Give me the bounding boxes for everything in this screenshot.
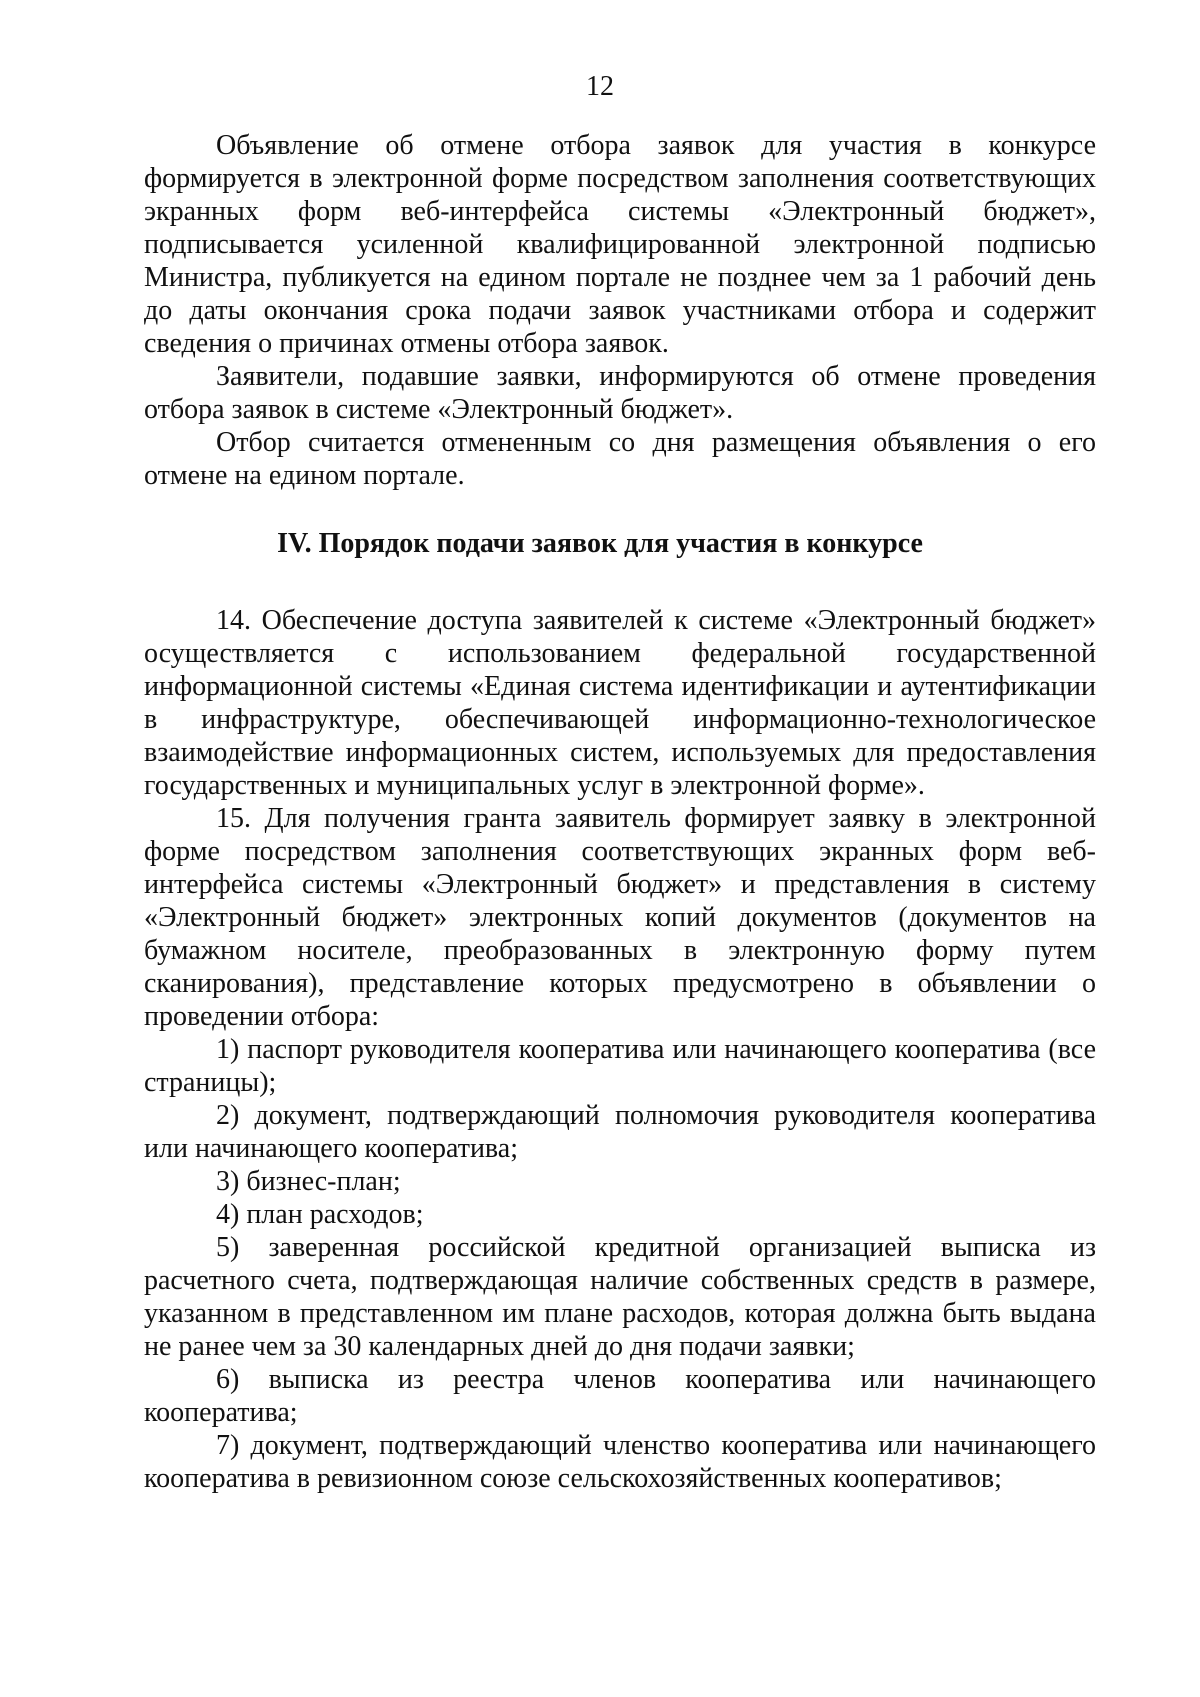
paragraph-item-14: 14. Обеспечение доступа заявителей к системе «Электронный бюджет» осуществляется с использованием федеральной государственной информационной системы «Единая система идентификации и аутентификации в инфраструктуре, обеспечивающей информационно-технологическое взаимодействие информационных систем, используемых для предоставления государственных и муниципальных услуг в электронной форме». bbox=[144, 605, 1096, 801]
paragraph-item-15: 15. Для получения гранта заявитель формирует заявку в электронной форме посредством заполнения соответствующих экранных форм веб-интерфейса системы «Электронный бюджет» и представления в систему «Электронный бюджет» электронных копий документов (документов на бумажном носителе, преобразованных в электронную форму путем сканирования), представление которых предусмотрено в объявлении о проведении отбора: bbox=[144, 803, 1096, 1032]
list-item-7: 7) документ, подтверждающий членство кооператива или начинающего кооператива в ревизионном союзе сельскохозяйственных кооперативов; bbox=[144, 1430, 1096, 1494]
list-item-2: 2) документ, подтверждающий полномочия руководителя кооператива или начинающего кооператива; bbox=[144, 1100, 1096, 1164]
list-item-5: 5) заверенная российской кредитной организацией выписка из расчетного счета, подтверждающая наличие собственных средств в размере, указанном в представленном им плане расходов, которая должна быть выдана не ранее чем за 30 календарных дней до дня подачи заявки; bbox=[144, 1232, 1096, 1362]
list-item-3: 3) бизнес-план; bbox=[216, 1166, 401, 1197]
list-item-1: 1) паспорт руководителя кооператива или начинающего кооператива (все страницы); bbox=[144, 1034, 1096, 1098]
section-application-text bbox=[144, 604, 1096, 1495]
section-cancellation-text bbox=[144, 129, 1096, 492]
list-item-6: 6) выписка из реестра членов кооператива или начинающего кооператива; bbox=[144, 1364, 1096, 1428]
paragraph-cancellation-announcement: Объявление об отмене отбора заявок для участия в конкурсе формируется в электронной форме посредством заполнения соответствующих экранных форм веб-интерфейса системы «Электронный бюджет», подписывается усиленной квалифицированной электронной подписью Министра, публикуется на едином портале не позднее чем за 1 рабочий день до даты окончания срока подачи заявок участниками отбора и содержит сведения о причинах отмены отбора заявок. bbox=[144, 130, 1096, 359]
section-heading: IV. Порядок подачи заявок для участия в конкурсе bbox=[277, 528, 923, 559]
page-number: 12 bbox=[586, 71, 614, 102]
paragraph-applicants-informed: Заявители, подавшие заявки, информируются об отмене проведения отбора заявок в системе «Электронный бюджет». bbox=[144, 361, 1096, 425]
paragraph-selection-cancelled: Отбор считается отмененным со дня размещения объявления о его отмене на едином портале. bbox=[144, 427, 1096, 491]
list-item-4: 4) план расходов; bbox=[216, 1199, 424, 1230]
